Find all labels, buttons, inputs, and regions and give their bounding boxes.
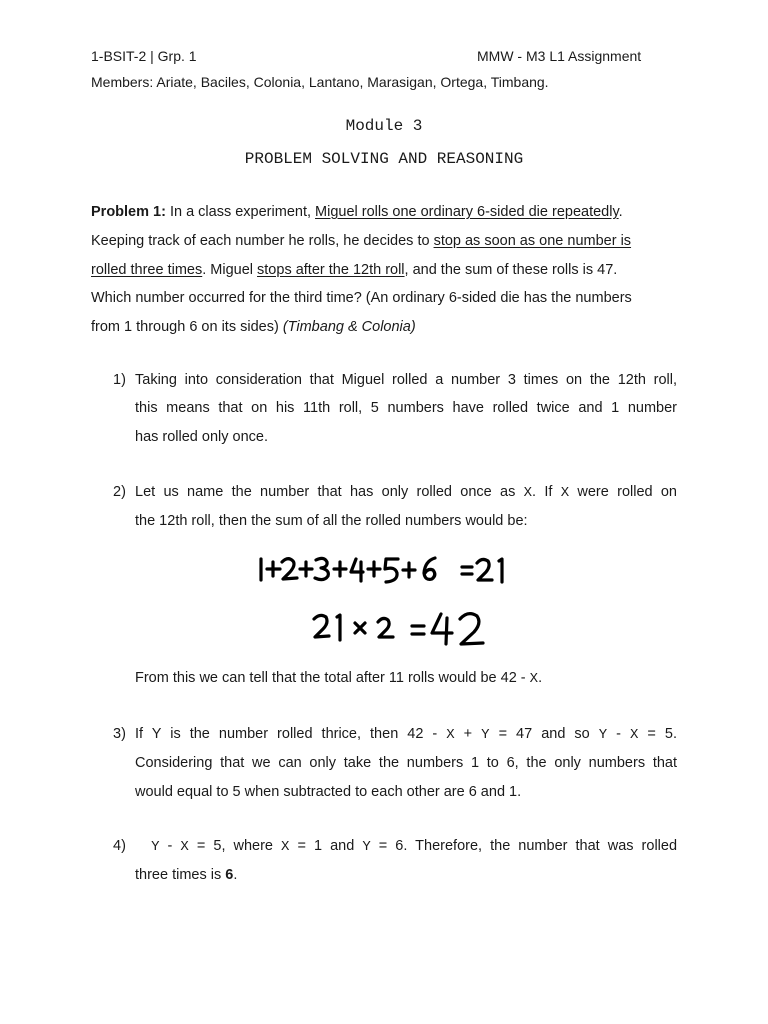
group-label: 1-BSIT-2 | Grp. 1 bbox=[91, 48, 197, 64]
variable-y: Y bbox=[151, 839, 160, 855]
step-line: Taking into consideration that Miguel rolled a number 3 times on the 12th roll, bbox=[135, 372, 677, 388]
variable-x: X bbox=[446, 727, 455, 743]
step-text: From this we can tell that the total after 11 rolls would be 42 - bbox=[135, 670, 530, 686]
step-text: = 5, where bbox=[188, 838, 282, 854]
underlined-phrase: Miguel rolls one ordinary 6-sided die repeatedly bbox=[315, 204, 619, 220]
variable-x: X bbox=[560, 485, 570, 501]
step-text: = 47 and so bbox=[489, 726, 599, 742]
step-line: has rolled only once. bbox=[135, 428, 268, 445]
variable-x: X bbox=[523, 485, 533, 501]
step-line bbox=[135, 720, 677, 749]
variable-y: Y bbox=[598, 727, 608, 743]
variable-x: X bbox=[630, 727, 639, 743]
step-number: 3) bbox=[113, 726, 126, 742]
section-title: PROBLEM SOLVING AND REASONING bbox=[244, 150, 524, 168]
problem-statement bbox=[91, 198, 678, 342]
step-line: Considering that we can only take the numbers 1 to 6, the only numbers that bbox=[135, 755, 677, 772]
underlined-phrase: stops after the 12th roll bbox=[257, 261, 405, 278]
step-number: 1) bbox=[113, 372, 126, 388]
underlined-phrase: rolled three times bbox=[91, 261, 203, 278]
handwriting-drawing bbox=[240, 545, 580, 655]
step-text: . If bbox=[532, 484, 561, 500]
handwritten-equations bbox=[240, 545, 580, 655]
problem-line-4: Which number occurred for the third time? (An ordinary 6-sided die has the numbers bbox=[91, 290, 632, 307]
problem-text: from 1 through 6 on its sides) bbox=[91, 319, 283, 336]
step-line bbox=[135, 478, 677, 507]
members-line: Members: Ariate, Baciles, Colonia, Lantano, Marasigan, Ortega, Timbang. bbox=[91, 74, 549, 90]
step-body bbox=[135, 832, 677, 890]
problem-authors: (Timbang & Colonia) bbox=[282, 319, 416, 336]
module-title: Module 3 bbox=[345, 117, 423, 135]
step-line: would equal to 5 when subtracted to each other are 6 and 1. bbox=[135, 783, 522, 800]
step-2-conclusion bbox=[135, 666, 542, 691]
step-line bbox=[135, 861, 677, 889]
step-line: this means that on his 11th roll, 5 numbers have rolled twice and 1 number bbox=[135, 400, 677, 417]
variable-x: X bbox=[180, 839, 189, 855]
step-number: 4) bbox=[113, 838, 126, 854]
problem-text: Keeping track of each number he rolls, he decides to bbox=[91, 232, 434, 249]
step-text: = 1 and bbox=[289, 838, 363, 854]
problem-text: In a class experiment, bbox=[165, 204, 316, 220]
problem-label: Problem 1: bbox=[91, 204, 166, 220]
step-text: If Y is the number rolled thrice, then 42 - bbox=[135, 726, 447, 742]
problem-text: , and the sum of these rolls is 47. bbox=[404, 261, 618, 278]
step-text: - bbox=[159, 838, 181, 854]
step-text: . bbox=[538, 670, 543, 686]
step-text: three times is bbox=[135, 867, 226, 884]
problem-line-3 bbox=[91, 256, 678, 285]
underlined-phrase: stop as soon as one number is bbox=[433, 232, 632, 249]
step-text: + bbox=[454, 726, 482, 742]
step-line bbox=[135, 832, 677, 861]
final-answer: 6 bbox=[225, 867, 234, 884]
variable-x: X bbox=[281, 839, 290, 855]
assignment-label: MMW - M3 L1 Assignment bbox=[477, 48, 642, 64]
step-text: = 6. Therefore, the number that was rolled bbox=[370, 838, 678, 854]
step-text: . bbox=[233, 867, 238, 884]
problem-line-1 bbox=[91, 198, 678, 227]
problem-text: . bbox=[618, 204, 623, 220]
step-body bbox=[135, 478, 677, 536]
problem-line-2 bbox=[91, 227, 678, 256]
variable-x: X bbox=[529, 671, 539, 687]
step-line: the 12th roll, then the sum of all the rolled numbers would be: bbox=[135, 513, 528, 530]
step-number: 2) bbox=[113, 484, 126, 500]
problem-text: . Miguel bbox=[202, 261, 258, 278]
step-body bbox=[135, 720, 677, 806]
step-body bbox=[135, 366, 677, 451]
step-text: were rolled on bbox=[569, 484, 677, 500]
variable-y: Y bbox=[481, 727, 490, 743]
problem-line-5 bbox=[91, 313, 678, 342]
step-text bbox=[135, 838, 151, 854]
step-text: - bbox=[607, 726, 630, 742]
step-text: = 5. bbox=[638, 726, 677, 742]
step-text: Let us name the number that has only rolled once as bbox=[135, 484, 524, 500]
variable-y: Y bbox=[362, 839, 371, 855]
